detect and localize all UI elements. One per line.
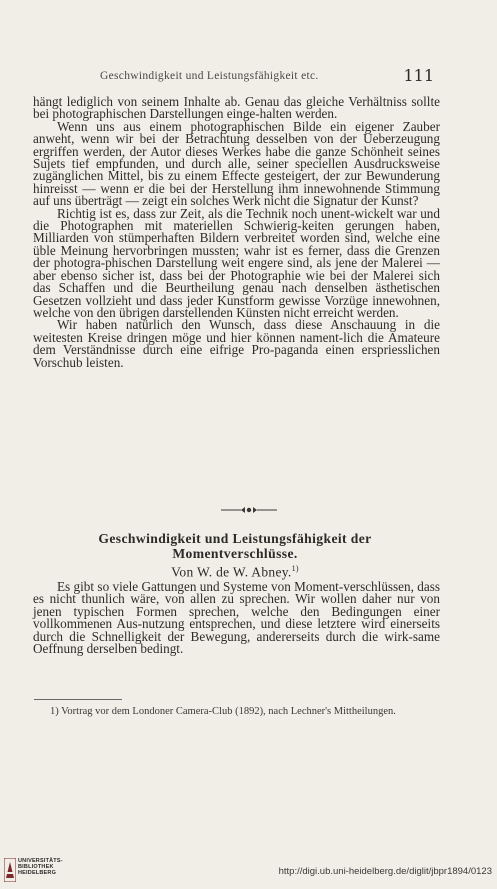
page-number: 111 [403, 66, 434, 85]
paragraph-4: Wir haben natürlich den Wunsch, dass diese Anschauung in die weitesten Kreise dringen möge und hier können nament-lich die Amateure dem Verständnisse durch eine eifrige Pro-paganda einen erspriesslichen Vorschub leisten. [33, 317, 440, 370]
article-title-line-1: Geschwindigkeit und Leistungsfähigkeit der [98, 531, 372, 546]
article-paragraph-1: Es gibt so viele Gattungen und Systeme von Moment-verschlüssen, dass es nicht thunlich wäre, von allen zu sprechen. Wir wollen daher nur von jenen typischen Formen sprechen, welche den Bedingungen einer vollkommenen Aus-nutzung entsprechen, und diese letztere wird einerseits durch die Schnelligkeit der Bewegung, andererseits durch die wirk-same Oeffnung derselben bedingt. [33, 579, 440, 657]
footnote-rule [34, 699, 122, 700]
library-name: UNIVERSITÄTS- BIBLIOTHEK HEIDELBERG [18, 858, 63, 877]
article-body [33, 581, 440, 655]
byline-text: Von W. de W. Abney. [171, 564, 292, 580]
footnote [34, 706, 434, 718]
running-header: Geschwindigkeit und Leistungsfähigkeit etc. [100, 70, 319, 82]
source-url[interactable]: http://digi.ub.uni-heidelberg.de/diglit/jbpr1894/0123 [278, 866, 492, 877]
footnote-text: 1) Vortrag vor dem Londoner Camera-Club (1892), nach Lechner's Mittheilungen. [50, 706, 396, 717]
paragraph-3: Richtig ist es, dass zur Zeit, als die Technik noch unent-wickelt war und die Photographen mit materiellen Schwierig-keiten gerungen haben, Milliarden von stümperhaften Bildern verbreitet worden sind, welche eine üble Meinung hervorbringen mussten; wahr ist es ferner, dass die Grenzen der photogra-phischen Darstellung weit engere sind, als jene der Malerei — aber ebenso sicher ist, dass bei der Photographie wie bei der Malerei sich das Schaffen und die Beurtheilung genau nach denselben ästhetischen Gesetzen vollzieht und dass jeder Kunstform gewisse Vorzüge innewohnen, welche von den übrigen darstellenden Künsten nicht erreicht werden. [33, 205, 440, 320]
section-divider-ornament [0, 503, 497, 516]
article-title-line-2: Momentverschlüsse. [172, 545, 298, 561]
body-text [33, 96, 440, 369]
ornament-icon [219, 505, 279, 515]
library-seal-icon [4, 858, 16, 882]
paragraph-1: hängt lediglich von seinem Inhalte ab. Genau das gleiche Verhältniss sollte bei photographischen Darstellungen einge-halten werden. [33, 94, 440, 122]
footnote-reference: 1) [291, 564, 299, 573]
paragraph-2: Wenn uns aus einem photographischen Bilde ein eigener Zauber anweht, wenn wir bei der Betrachtung desselben von der Ueberzeugung ergriffen werden, der Autor dieses Werkes habe die ganze Schönheit seines Sujets tief empfunden, und durch alle, seiner speciellen Ausdrucksweise zugänglichen Mittel, bis zu einem Effecte gesteigert, der zur Bewunderung hinreisst — wenn er die bei der Herstellung ihm innewohnende Stimmung auf uns überträgt — zeigt ein solches Werk nicht die Signatur der Kunst? [33, 118, 440, 209]
library-logo [2, 856, 62, 886]
article-title [30, 532, 440, 561]
